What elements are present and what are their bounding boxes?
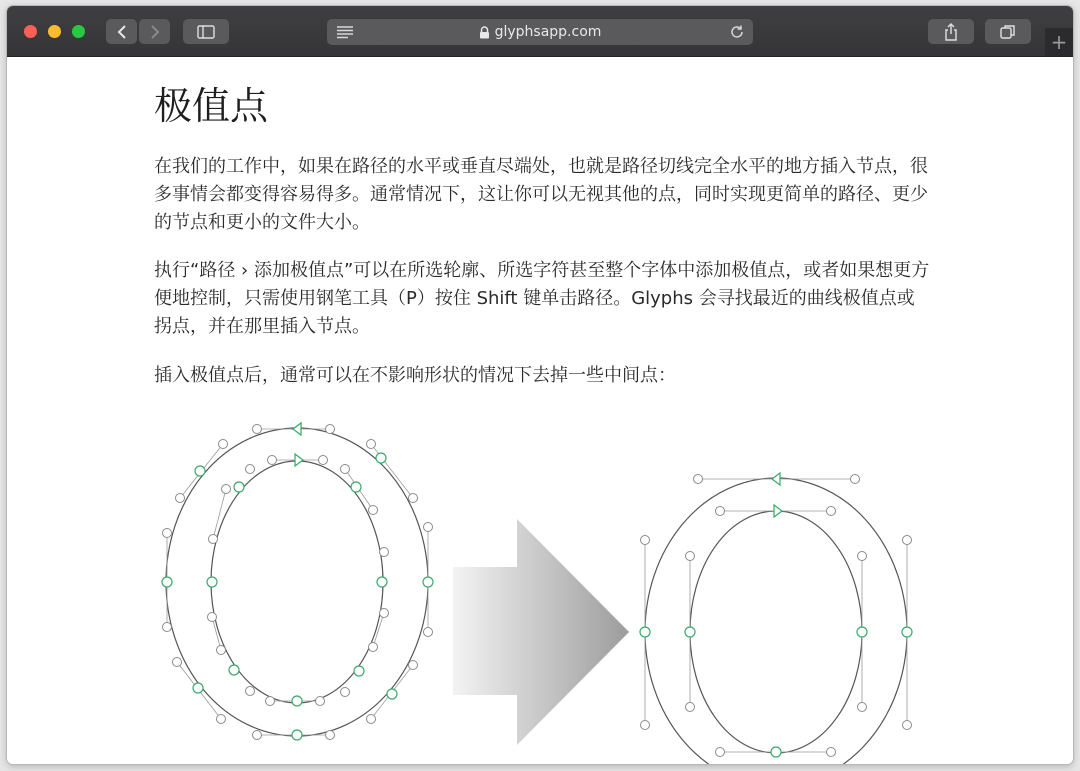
new-tab-button[interactable]: +: [1045, 28, 1073, 56]
paragraph-1: 在我们的工作中，如果在路径的水平或垂直尽端处，也就是路径切线完全水平的地方插入节点，很多事情会都变得容易得多。通常情况下，这让你可以无视其他的点，同时实现更简单的路径、更少的节点和更小的文件大小。: [154, 156, 928, 233]
address-bar[interactable]: [327, 19, 753, 45]
forward-chevron-icon: [150, 24, 160, 40]
sidebar-icon: [197, 25, 215, 39]
extremum-illustration: [7, 407, 1073, 764]
reload-icon[interactable]: [729, 24, 745, 40]
glyph-after: [640, 473, 912, 764]
close-window-button[interactable]: [24, 25, 37, 38]
back-button[interactable]: [106, 19, 137, 44]
forward-button[interactable]: [139, 19, 170, 44]
paragraph-2: 执行“路径 › 添加极值点”可以在所选轮廓、所选字符甚至整个字体中添加极值点，或者如果想更方便地控制，只需使用钢笔工具（P）按住 Shift 键单击路径。Glyphs 会寻找最近的曲线极值点或拐点，并在那里插入节点。: [154, 260, 930, 337]
paragraph-3: 插入极值点后，通常可以在不影响形状的情况下去掉一些中间点：: [154, 365, 676, 386]
share-icon: [944, 23, 958, 41]
browser-toolbar: [7, 6, 1073, 57]
browser-window: [7, 6, 1073, 764]
show-tabs-button[interactable]: [985, 19, 1031, 44]
url-text: glyphsapp.com: [494, 24, 602, 40]
page-content: [7, 57, 1073, 764]
transform-arrow: [453, 519, 629, 745]
page-title: 极值点: [154, 84, 269, 128]
sidebar-button[interactable]: [183, 19, 229, 44]
lock-icon: [479, 26, 490, 39]
glyph-before: [162, 423, 433, 740]
share-button[interactable]: [928, 19, 974, 44]
zoom-window-button[interactable]: [72, 25, 85, 38]
minimize-window-button[interactable]: [48, 25, 61, 38]
back-chevron-icon: [117, 24, 127, 40]
tabs-icon: [1000, 24, 1016, 40]
